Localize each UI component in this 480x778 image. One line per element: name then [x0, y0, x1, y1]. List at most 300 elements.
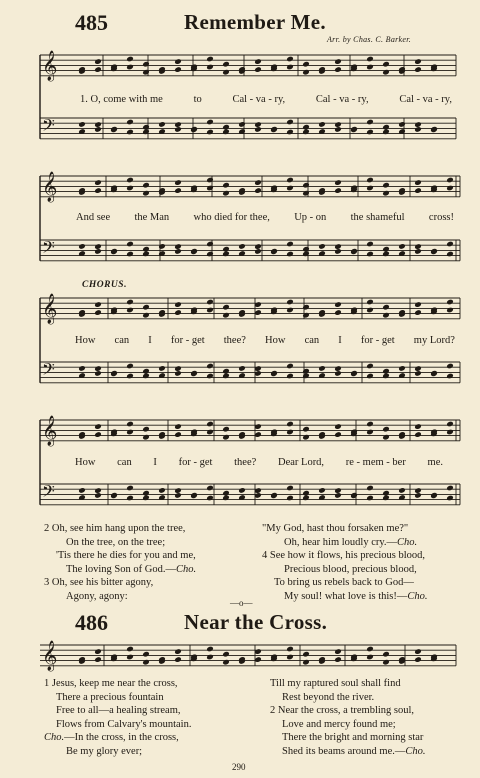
note-head	[270, 370, 278, 377]
verse-line: On the tree, on the tree;	[66, 536, 166, 548]
note-head	[142, 659, 150, 666]
note-head	[206, 485, 214, 492]
note-head	[414, 243, 422, 250]
lyric-segment: 1. O, come with me	[80, 94, 163, 105]
note-head	[206, 251, 214, 258]
note-head	[174, 487, 182, 494]
note-head	[302, 190, 310, 197]
note-head	[190, 248, 198, 255]
verse-3	[44, 576, 153, 603]
verse-line: 'Tis there he dies for you and me,	[56, 550, 196, 561]
lyric-segment: thee?	[223, 335, 246, 346]
note-head	[238, 365, 246, 372]
lyric-segment: Up - on	[294, 212, 327, 223]
note-head	[222, 426, 230, 433]
note-head	[286, 307, 294, 314]
note-head	[286, 485, 294, 492]
note-head	[302, 659, 310, 666]
note-head	[398, 487, 406, 494]
note-head	[126, 654, 134, 661]
note-head	[446, 251, 454, 258]
note-head	[430, 248, 438, 255]
verse-line: My soul! what love is this!—	[284, 590, 408, 602]
hymn486-verse-1	[44, 677, 191, 758]
note-head	[94, 423, 102, 430]
note-head	[302, 182, 310, 189]
page-number: 290	[232, 762, 246, 772]
note-head	[302, 434, 310, 441]
note-head	[334, 370, 342, 377]
note-head	[366, 421, 374, 428]
verse-line: To bring us rebels back to God—	[274, 577, 414, 588]
verse-line: Agony, agony:	[66, 590, 128, 602]
note-head	[126, 485, 134, 492]
note-head	[126, 185, 134, 192]
note-head	[174, 423, 182, 430]
note-head	[222, 251, 230, 258]
note-head	[94, 187, 102, 194]
note-head	[94, 243, 102, 250]
note-head	[366, 485, 374, 492]
note-head	[382, 373, 390, 380]
lyric-segment: Cal - va - ry,	[399, 94, 452, 105]
note-head	[206, 185, 214, 192]
note-head	[206, 646, 214, 653]
note-head	[334, 248, 342, 255]
note-head	[446, 363, 454, 370]
note-head	[254, 126, 262, 133]
note-head	[446, 177, 454, 184]
note-head	[334, 492, 342, 499]
note-head	[334, 656, 342, 663]
note-head	[446, 185, 454, 192]
note-head	[286, 421, 294, 428]
note-head	[174, 492, 182, 499]
note-head	[174, 121, 182, 128]
note-head	[366, 251, 374, 258]
note-head	[414, 248, 422, 255]
note-head	[414, 66, 422, 73]
note-head	[382, 251, 390, 258]
note-head	[446, 373, 454, 380]
note-head	[94, 301, 102, 308]
note-head	[286, 119, 294, 126]
note-head	[222, 304, 230, 311]
verse-line: Free to all—a healing stream,	[56, 705, 181, 716]
note-head	[350, 492, 358, 499]
verse-line: "My God, hast thou forsaken me?"	[262, 523, 409, 534]
note-head	[254, 248, 262, 255]
lyric-segment: the Man	[134, 212, 170, 223]
note-head	[318, 487, 326, 494]
chorus-ref: Cho.	[407, 590, 428, 602]
note-head	[94, 66, 102, 73]
note-head	[270, 126, 278, 133]
note-head	[334, 365, 342, 372]
note-head	[302, 373, 310, 380]
verse-line: 1 Jesus, keep me near the cross,	[44, 678, 178, 689]
note-head	[350, 126, 358, 133]
lyric-segment: can	[304, 335, 320, 346]
note-head	[270, 492, 278, 499]
note-head	[174, 58, 182, 65]
note-head	[206, 119, 214, 126]
note-head	[78, 487, 86, 494]
note-head	[206, 241, 214, 248]
note-head	[126, 495, 134, 502]
note-head	[174, 243, 182, 250]
note-head	[366, 307, 374, 314]
note-head	[94, 121, 102, 128]
note-head	[414, 423, 422, 430]
note-head	[142, 251, 150, 258]
note-head	[94, 648, 102, 655]
verse-line: 3 Oh, see his bitter agony,	[44, 577, 154, 588]
note-head	[126, 307, 134, 314]
note-head	[142, 304, 150, 311]
note-head	[286, 646, 294, 653]
note-head	[446, 421, 454, 428]
note-head	[414, 301, 422, 308]
note-head	[334, 309, 342, 316]
note-head	[142, 312, 150, 319]
note-head	[174, 187, 182, 194]
note-head	[382, 304, 390, 311]
note-head	[78, 121, 86, 128]
note-head	[206, 129, 214, 136]
lyric-segment: for - get	[360, 335, 395, 346]
note-head	[254, 58, 262, 65]
lyric-segment: for - get	[178, 457, 213, 468]
note-head	[158, 243, 166, 250]
note-head	[222, 434, 230, 441]
note-head	[222, 659, 230, 666]
verse-line: The loving Son of God.—	[66, 563, 176, 575]
lyrics-line-1	[80, 94, 452, 105]
note-head	[334, 187, 342, 194]
verse-line: There a precious fountain	[56, 691, 164, 703]
note-head	[334, 179, 342, 186]
lyric-segment: me.	[427, 457, 443, 468]
note-head	[366, 185, 374, 192]
treble-clef-icon: 𝄞	[42, 641, 58, 671]
note-head	[382, 182, 390, 189]
note-head	[430, 126, 438, 133]
lyric-segment: Cal - va - ry,	[315, 94, 369, 105]
note-head	[142, 190, 150, 197]
treble-clef-icon: 𝄞	[42, 416, 58, 446]
note-head	[382, 312, 390, 319]
note-head	[286, 177, 294, 184]
note-head	[158, 487, 166, 494]
note-head	[110, 126, 118, 133]
note-head	[382, 61, 390, 68]
chorus-ref: Cho.	[44, 732, 65, 743]
note-head	[414, 656, 422, 663]
note-head	[94, 58, 102, 65]
note-head	[126, 64, 134, 71]
note-head	[126, 646, 134, 653]
note-head	[302, 129, 310, 136]
verse-line: Be my glory ever;	[66, 745, 143, 757]
note-head	[142, 61, 150, 68]
hymn486-verse-1-continued	[270, 677, 426, 758]
note-head	[318, 365, 326, 372]
lyric-segment: can	[114, 335, 130, 346]
note-head	[174, 248, 182, 255]
lyric-segment: I	[153, 457, 157, 468]
note-head	[350, 248, 358, 255]
note-head	[206, 429, 214, 436]
note-head	[126, 363, 134, 370]
note-head	[158, 365, 166, 372]
note-head	[334, 648, 342, 655]
note-head	[222, 61, 230, 68]
note-head	[302, 251, 310, 258]
note-head	[94, 365, 102, 372]
note-head	[110, 492, 118, 499]
note-head	[238, 243, 246, 250]
note-head	[414, 126, 422, 133]
note-head	[126, 299, 134, 306]
note-head	[286, 251, 294, 258]
note-head	[206, 56, 214, 63]
lyrics-line-4	[75, 457, 443, 468]
note-head	[126, 241, 134, 248]
note-head	[94, 126, 102, 133]
note-head	[254, 187, 262, 194]
section-divider: —o—	[230, 598, 253, 608]
note-head	[446, 495, 454, 502]
note-head	[382, 129, 390, 136]
note-head	[94, 179, 102, 186]
lyric-segment: for - get	[170, 335, 205, 346]
note-head	[414, 365, 422, 372]
treble-clef-icon: 𝄞	[42, 51, 58, 81]
verse-line: Till my raptured soul shall find	[270, 678, 401, 689]
note-head	[382, 659, 390, 666]
note-head	[350, 370, 358, 377]
note-head	[414, 431, 422, 438]
verse-line: Oh, hear him loudly cry.—	[284, 536, 398, 548]
note-head	[222, 312, 230, 319]
note-head	[414, 492, 422, 499]
lyric-segment: Dear Lord,	[278, 457, 325, 468]
note-head	[94, 656, 102, 663]
note-head	[174, 309, 182, 316]
note-head	[222, 69, 230, 76]
note-head	[302, 495, 310, 502]
lyric-segment: And see	[76, 212, 111, 223]
note-head	[366, 654, 374, 661]
note-head	[254, 121, 262, 128]
note-head	[302, 426, 310, 433]
note-head	[302, 312, 310, 319]
note-head	[446, 241, 454, 248]
note-head	[286, 495, 294, 502]
note-head	[222, 651, 230, 658]
note-head	[366, 177, 374, 184]
note-head	[382, 426, 390, 433]
note-head	[94, 370, 102, 377]
note-head	[174, 370, 182, 377]
verse-3-continued	[262, 522, 417, 549]
note-head	[206, 299, 214, 306]
note-head	[398, 365, 406, 372]
note-head	[222, 495, 230, 502]
note-head	[286, 363, 294, 370]
note-head	[366, 56, 374, 63]
note-head	[142, 182, 150, 189]
note-head	[398, 243, 406, 250]
note-head	[398, 121, 406, 128]
chorus-ref: Cho.	[175, 563, 197, 575]
note-head	[174, 301, 182, 308]
lyric-segment: who died for thee,	[193, 212, 270, 223]
lyric-segment: How	[75, 457, 96, 468]
hymn-number: 486	[75, 610, 108, 635]
hymn-number: 485	[75, 10, 108, 35]
note-head	[142, 69, 150, 76]
note-head	[286, 56, 294, 63]
note-head	[126, 177, 134, 184]
note-head	[94, 487, 102, 494]
note-head	[126, 56, 134, 63]
note-head	[190, 492, 198, 499]
note-head	[110, 248, 118, 255]
note-head	[302, 61, 310, 68]
note-head	[206, 64, 214, 71]
note-head	[142, 434, 150, 441]
lyric-segment: thee?	[234, 457, 257, 468]
note-head	[174, 365, 182, 372]
note-head	[222, 129, 230, 136]
note-head	[430, 492, 438, 499]
note-head	[446, 299, 454, 306]
note-head	[366, 299, 374, 306]
note-head	[126, 429, 134, 436]
verse-line: —In the cross, in the cross,	[64, 732, 179, 743]
note-head	[206, 177, 214, 184]
note-head	[382, 190, 390, 197]
note-head	[382, 69, 390, 76]
verse-4	[262, 549, 428, 603]
note-head	[174, 66, 182, 73]
note-head	[94, 492, 102, 499]
hymn-title: Near the Cross.	[184, 610, 328, 634]
lyric-segment: to	[193, 94, 202, 105]
verse-line: 4 See how it flows, his precious blood,	[262, 550, 426, 561]
note-head	[366, 129, 374, 136]
lyrics-line-3	[75, 335, 455, 346]
note-head	[302, 651, 310, 658]
note-head	[334, 243, 342, 250]
note-head	[94, 431, 102, 438]
note-head	[366, 64, 374, 71]
chorus-ref: Cho.	[405, 745, 426, 757]
note-head	[126, 129, 134, 136]
note-head	[206, 307, 214, 314]
hymn-title: Remember Me.	[184, 10, 326, 34]
note-head	[142, 495, 150, 502]
note-head	[334, 58, 342, 65]
note-head	[286, 129, 294, 136]
note-head	[366, 495, 374, 502]
note-head	[270, 248, 278, 255]
treble-clef-icon: 𝄞	[42, 294, 58, 324]
lyric-segment: the shameful	[350, 212, 405, 223]
note-head	[366, 646, 374, 653]
note-head	[126, 251, 134, 258]
bass-clef-icon: 𝄢	[42, 359, 55, 383]
bass-clef-icon: 𝄢	[42, 115, 55, 139]
note-head	[414, 58, 422, 65]
note-head	[158, 121, 166, 128]
verse-line: Flows from Calvary's mountain.	[56, 718, 192, 730]
note-head	[286, 429, 294, 436]
note-head	[206, 495, 214, 502]
note-head	[142, 651, 150, 658]
note-head	[318, 121, 326, 128]
note-head	[430, 370, 438, 377]
bass-clef-icon: 𝄢	[42, 481, 55, 505]
note-head	[110, 370, 118, 377]
note-head	[94, 309, 102, 316]
note-head	[222, 182, 230, 189]
note-head	[174, 431, 182, 438]
verse-line: Shed its beams around me.—	[282, 745, 406, 757]
note-head	[286, 299, 294, 306]
note-head	[382, 651, 390, 658]
note-head	[318, 243, 326, 250]
note-head	[414, 121, 422, 128]
note-head	[286, 241, 294, 248]
note-head	[414, 487, 422, 494]
note-head	[446, 429, 454, 436]
note-head	[446, 485, 454, 492]
note-head	[142, 426, 150, 433]
lyric-segment: I	[148, 335, 152, 346]
note-head	[366, 241, 374, 248]
note-head	[302, 304, 310, 311]
note-head	[414, 648, 422, 655]
verse-line: Precious blood, precious blood,	[284, 563, 417, 575]
note-head	[142, 129, 150, 136]
note-head	[126, 119, 134, 126]
treble-clef-icon: 𝄞	[42, 172, 58, 202]
note-head	[206, 654, 214, 661]
note-head	[334, 301, 342, 308]
lyric-segment: Cal - va - ry,	[232, 94, 286, 105]
note-head	[238, 487, 246, 494]
note-head	[238, 121, 246, 128]
note-head	[366, 429, 374, 436]
verse-line: Love and mercy found me;	[282, 718, 396, 730]
note-head	[222, 373, 230, 380]
note-head	[446, 307, 454, 314]
note-head	[414, 187, 422, 194]
note-head	[366, 373, 374, 380]
note-head	[414, 309, 422, 316]
verse-line: Rest beyond the river.	[282, 691, 375, 703]
note-head	[254, 179, 262, 186]
note-head	[334, 66, 342, 73]
chorus-label: CHORUS.	[82, 280, 127, 290]
lyric-segment: How	[75, 335, 96, 346]
note-head	[334, 487, 342, 494]
note-head	[334, 121, 342, 128]
note-head	[174, 179, 182, 186]
